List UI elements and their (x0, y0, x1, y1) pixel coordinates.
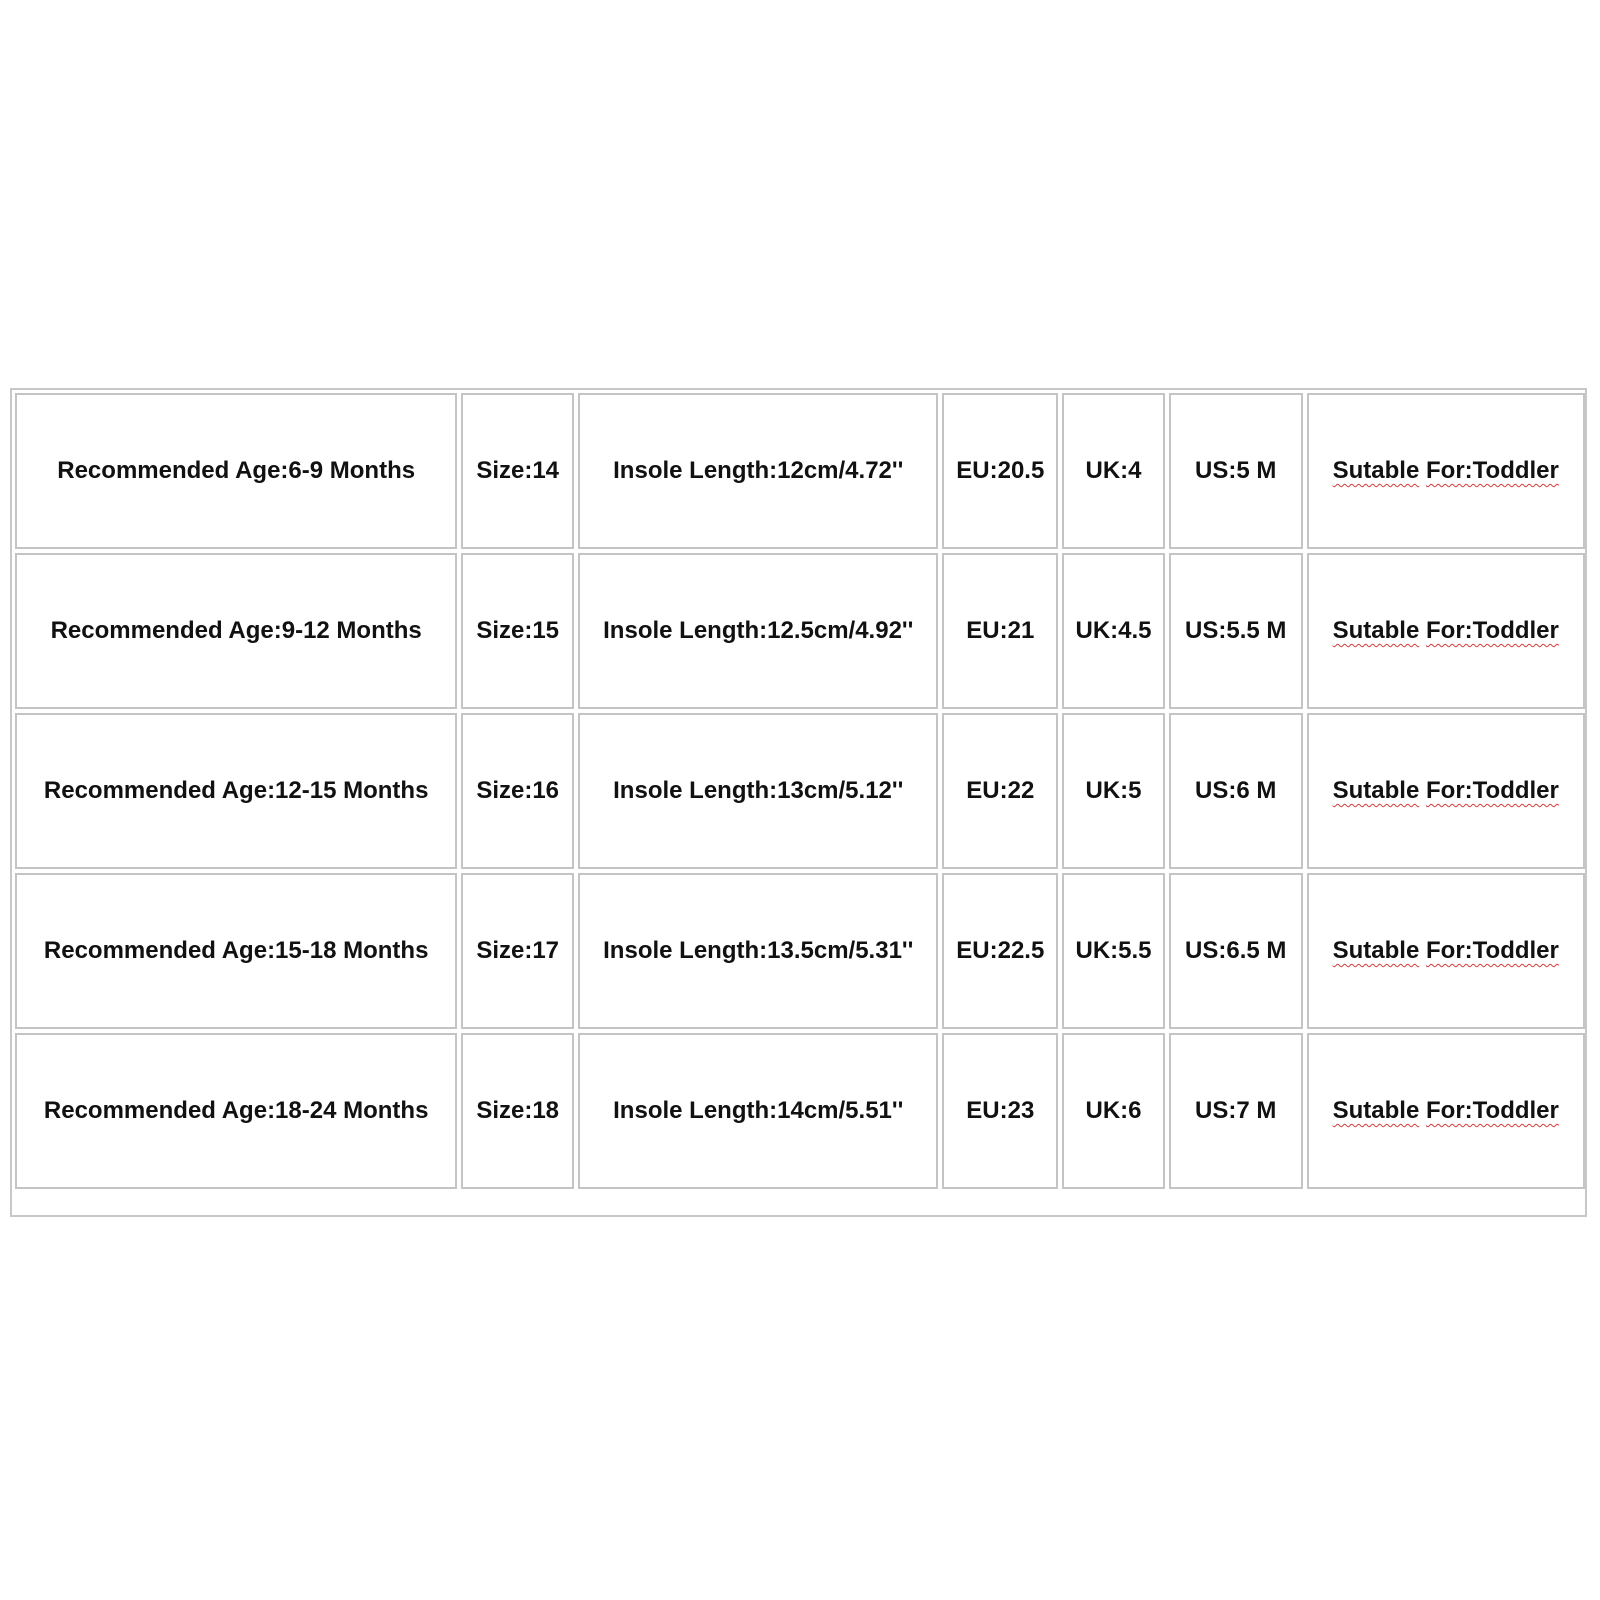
size-cell: Size:17 (461, 873, 574, 1029)
suitable-for-cell (1307, 1033, 1585, 1189)
suitable-label: Sutable (1332, 1097, 1420, 1124)
insole-length-cell: Insole Length:12.5cm/4.92'' (578, 553, 938, 709)
recommended-age-cell: Recommended Age:6-9 Months (15, 393, 457, 549)
size-row (15, 713, 1585, 869)
size-chart-table (11, 389, 1589, 1193)
us-size-cell: US:6.5 M (1169, 873, 1303, 1029)
suitable-label: Sutable (1332, 457, 1420, 484)
us-size-cell: US:7 M (1169, 1033, 1303, 1189)
insole-length-cell: Insole Length:14cm/5.51'' (578, 1033, 938, 1189)
uk-size-cell: UK:6 (1062, 1033, 1165, 1189)
suitable-for-cell (1307, 713, 1585, 869)
suitable-value: For:Toddler (1426, 1097, 1559, 1124)
us-size-cell: US:6 M (1169, 713, 1303, 869)
size-chart-frame (10, 388, 1587, 1217)
suitable-for-cell (1307, 393, 1585, 549)
insole-length-cell: Insole Length:13cm/5.12'' (578, 713, 938, 869)
suitable-label: Sutable (1332, 777, 1420, 804)
us-size-cell: US:5.5 M (1169, 553, 1303, 709)
size-row (15, 393, 1585, 549)
uk-size-cell: UK:5.5 (1062, 873, 1165, 1029)
size-cell: Size:18 (461, 1033, 574, 1189)
suitable-label: Sutable (1332, 937, 1420, 964)
eu-size-cell: EU:20.5 (942, 393, 1058, 549)
size-cell: Size:14 (461, 393, 574, 549)
insole-length-cell: Insole Length:13.5cm/5.31'' (578, 873, 938, 1029)
size-cell: Size:15 (461, 553, 574, 709)
uk-size-cell: UK:4.5 (1062, 553, 1165, 709)
size-row (15, 873, 1585, 1029)
insole-length-cell: Insole Length:12cm/4.72'' (578, 393, 938, 549)
size-cell: Size:16 (461, 713, 574, 869)
recommended-age-cell: Recommended Age:9-12 Months (15, 553, 457, 709)
size-row (15, 1033, 1585, 1189)
size-row (15, 553, 1585, 709)
eu-size-cell: EU:22.5 (942, 873, 1058, 1029)
suitable-value: For:Toddler (1426, 937, 1559, 964)
eu-size-cell: EU:21 (942, 553, 1058, 709)
suitable-for-cell (1307, 873, 1585, 1029)
suitable-label: Sutable (1332, 617, 1420, 644)
recommended-age-cell: Recommended Age:12-15 Months (15, 713, 457, 869)
recommended-age-cell: Recommended Age:18-24 Months (15, 1033, 457, 1189)
eu-size-cell: EU:23 (942, 1033, 1058, 1189)
suitable-for-cell (1307, 553, 1585, 709)
size-chart-body (15, 393, 1585, 1189)
us-size-cell: US:5 M (1169, 393, 1303, 549)
eu-size-cell: EU:22 (942, 713, 1058, 869)
uk-size-cell: UK:5 (1062, 713, 1165, 869)
suitable-value: For:Toddler (1426, 457, 1559, 484)
suitable-value: For:Toddler (1426, 617, 1559, 644)
recommended-age-cell: Recommended Age:15-18 Months (15, 873, 457, 1029)
uk-size-cell: UK:4 (1062, 393, 1165, 549)
suitable-value: For:Toddler (1426, 777, 1559, 804)
